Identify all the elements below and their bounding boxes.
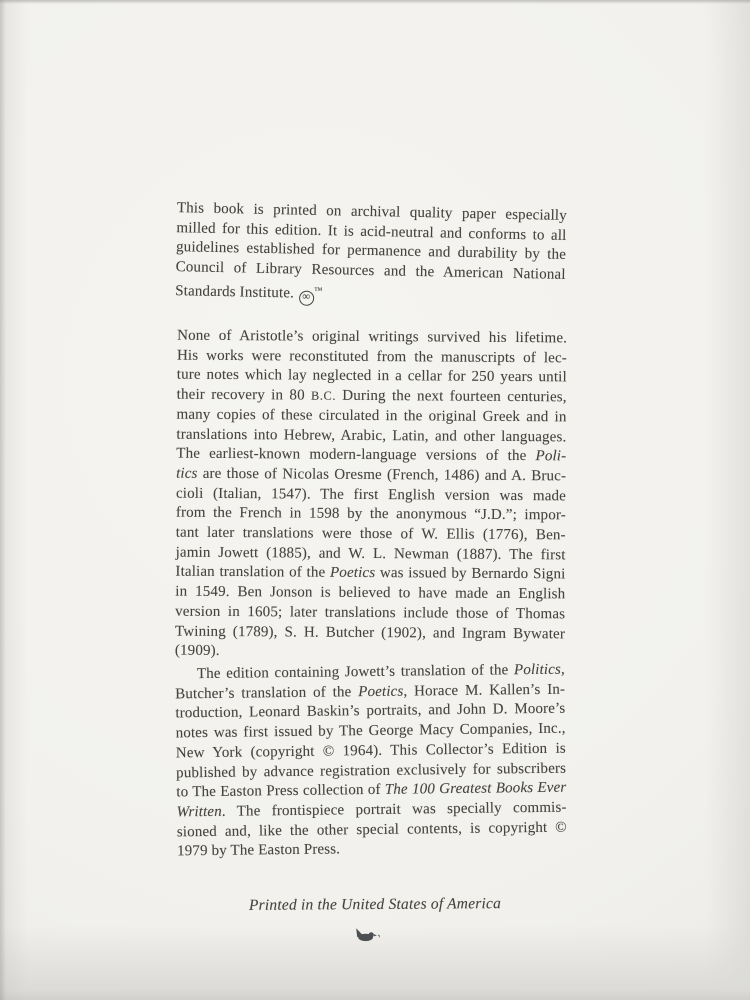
text-segment: The earliest-known modern-language versions of the xyxy=(176,445,536,465)
text-segment-italic: The 100 Greatest Books Ever xyxy=(384,779,567,798)
colophon-text-block xyxy=(174,200,568,860)
text-line xyxy=(177,326,567,348)
text-segment: translations into Hebrew, Arabic, Latin, and other languages. xyxy=(176,425,567,445)
text-segment-italic: Poetics xyxy=(329,564,376,582)
text-line xyxy=(176,543,566,565)
text-segment: Standards Institute. xyxy=(175,282,299,302)
text-line xyxy=(175,602,565,624)
text-line xyxy=(176,425,566,447)
text-segment: cioli (Italian, 1547). The first English version was made xyxy=(175,485,567,504)
text-segment: None of Aristotle’s original writings survived his lifetime. xyxy=(177,327,568,347)
text-segment: guidelines established for permanence and durability by the xyxy=(175,239,567,264)
text-line xyxy=(177,386,567,408)
text-segment: troduction, Leonard Baskin’s portraits, and John D. Moore’s xyxy=(175,700,566,722)
text-segment-tm: ™ xyxy=(313,284,323,295)
text-segment: published by advance registration exclusively for subscribers xyxy=(176,759,567,781)
text-line xyxy=(177,366,567,388)
text-line xyxy=(176,464,566,486)
paragraph-archival-note xyxy=(175,199,567,311)
printed-in-usa-line: Printed in the United States of America xyxy=(248,895,502,914)
text-line xyxy=(176,484,566,506)
text-segment: from the French in 1598 by the anonymous “J.D.”; impor- xyxy=(175,504,566,524)
paragraph-edition-copyright xyxy=(175,660,567,862)
text-segment-italic: Politics xyxy=(513,661,562,679)
text-segment: milled for this edition. It is acid-neutral and conforms to all xyxy=(176,219,567,244)
text-segment: many copies of these circulated in the original Greek and in xyxy=(176,406,567,425)
paragraph-provenance-history xyxy=(175,326,567,664)
text-segment: are those of Nicolas Oresme (French, 1486) and A. Bruc- xyxy=(197,465,567,485)
text-segment: jamin Jowett (1885), and W. L. Newman (1887). The first xyxy=(175,544,566,563)
text-segment-italic: tics xyxy=(176,465,198,482)
text-segment: tant later translations were those of W. Ellis (1776), Ben- xyxy=(175,524,566,544)
text-segment: version in 1605; later translations include those of Thomas xyxy=(175,603,566,623)
text-line xyxy=(177,346,567,368)
text-segment: Italian translation of the xyxy=(175,563,331,581)
text-line xyxy=(176,504,566,526)
text-segment: notes was first issued by The George Macy Companies, Inc., xyxy=(175,720,566,742)
text-segment-circ: ∞ xyxy=(299,290,314,305)
text-line xyxy=(175,583,565,605)
text-line xyxy=(175,563,565,585)
text-segment: His works were reconstituted from the manuscripts of lec- xyxy=(176,347,568,366)
bird-ornament-icon xyxy=(354,927,386,945)
text-segment: Council of Library Resources and the American National xyxy=(175,259,566,284)
text-segment-italic: Written xyxy=(176,803,222,821)
text-segment: sioned and, like the other special contents, is copyright © xyxy=(176,819,567,840)
text-segment-italic: Poetics xyxy=(358,683,404,700)
text-segment-italic: Poli- xyxy=(535,448,567,465)
text-line xyxy=(176,405,566,427)
text-segment: The edition containing Jowett’s translation of the xyxy=(196,662,515,682)
text-segment: to The Easton Press collection of xyxy=(176,781,385,801)
text-segment: . The frontispiece portrait was specially commis- xyxy=(221,799,567,820)
text-segment: ture notes which lay neglected in a cellar for 250 years until xyxy=(176,366,567,386)
text-line xyxy=(176,445,566,467)
text-segment: Twining (1789), S. H. Butcher (1902), and Ingram Bywater xyxy=(174,622,566,642)
text-segment: , Horace M. Kallen’s In- xyxy=(403,681,566,700)
text-segment: , xyxy=(560,661,565,678)
text-line xyxy=(175,622,565,644)
text-segment: New York (copyright © 1964). This Collector’s Edition is xyxy=(175,740,566,761)
text-segment-sc: B.C. xyxy=(311,388,337,403)
text-segment: During the next fourteen centuries, xyxy=(335,387,567,406)
text-segment: Butcher’s translation of the xyxy=(175,683,359,702)
text-segment: was issued by Bernardo Signi xyxy=(375,565,566,583)
text-line xyxy=(176,523,566,545)
text-segment: their recovery in 80 xyxy=(176,386,312,404)
text-segment: This book is printed on archival quality paper especially xyxy=(176,200,567,224)
text-segment: in 1549. Ben Jonson is believed to have made an English xyxy=(175,583,566,603)
text-segment: 1979 by The Easton Press. xyxy=(176,841,341,860)
text-segment: (1909). xyxy=(174,642,220,660)
text-line xyxy=(177,838,567,862)
